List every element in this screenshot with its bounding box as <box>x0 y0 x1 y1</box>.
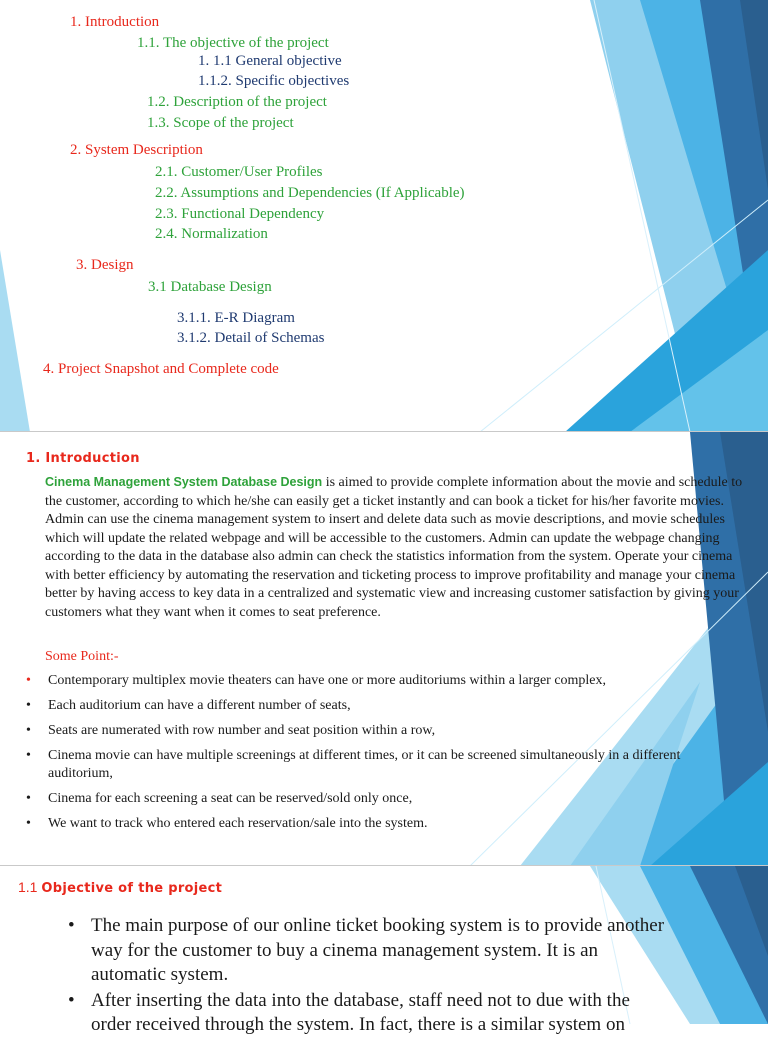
introduction-heading: 1. Introduction <box>26 451 140 466</box>
toc-item-normalization: 2.4. Normalization <box>155 226 268 242</box>
toc-item-specific-objectives: 1.1.2. Specific objectives <box>198 73 350 89</box>
toc-slide <box>0 0 768 432</box>
bullet-icon: • <box>68 989 75 1011</box>
introduction-lead: Cinema Management System Database Design <box>45 475 323 489</box>
toc-item-functional-dependency: 2.3. Functional Dependency <box>155 206 325 222</box>
toc-item-objective: 1.1. The objective of the project <box>137 35 329 51</box>
toc-item-er-diagram: 3.1.1. E-R Diagram <box>177 310 295 326</box>
objective-list <box>68 914 668 1038</box>
bullet-icon: • <box>26 748 31 763</box>
list-item: • Seats are numerated with row number and seat position within a row, <box>26 723 436 738</box>
bullet-icon: • <box>68 915 75 936</box>
objective-title: Objective of the project <box>41 881 223 896</box>
bullet-icon: • <box>26 723 31 738</box>
objective-heading <box>18 878 222 898</box>
toc-item-snapshot: 4. Project Snapshot and Complete code <box>43 361 279 377</box>
toc-item-description: 1.2. Description of the project <box>147 94 327 110</box>
toc-item-general-objective: 1. 1.1 General objective <box>198 53 342 69</box>
list-item: • After inserting the data into the database, staff need not to due with the order received through the system. In fact, there is a similar system on <box>68 989 630 1035</box>
list-item: • Contemporary multiplex movie theaters can have one or more auditoriums within a larger complex, <box>26 673 607 688</box>
toc-item-scope: 1.3. Scope of the project <box>147 115 294 131</box>
list-item: • The main purpose of our online ticket booking system is to provide another way for the customer to buy a cinema management system. It is an automatic system. <box>68 915 665 985</box>
list-item: • Each auditorium can have a different number of seats, <box>26 698 351 713</box>
objective-slide <box>0 866 768 1035</box>
list-item: • Cinema for each screening a seat can be reserved/sold only once, <box>26 791 413 806</box>
introduction-slide <box>0 432 768 866</box>
toc-item-user-profiles: 2.1. Customer/User Profiles <box>155 164 323 180</box>
points-list <box>20 672 720 833</box>
list-item: • Cinema movie can have multiple screenings at different times, or it can be screened simultaneously in a different auditorium, <box>26 748 681 781</box>
bullet-icon: • <box>26 673 31 688</box>
toc-item-design: 3. Design <box>76 257 134 273</box>
objective-number: 1.1 <box>18 879 38 895</box>
toc-item-system-description: 2. System Description <box>70 142 203 158</box>
toc-item-assumptions: 2.2. Assumptions and Dependencies (If Applicable) <box>155 185 465 201</box>
list-item: • We want to track who entered each reservation/sale into the system. <box>26 816 428 831</box>
toc-item-schemas: 3.1.2. Detail of Schemas <box>177 330 325 346</box>
introduction-body: is aimed to provide complete information about the movie and schedule to the customer, according to which he/she can easily get a ticket instantly and can book a ticket for his/her favorite movies. Admin can use the cinema management system to insert and delete data such as movie descriptions, and movie schedules which will update the related webpage and will be accessible to the customers. Admin can update the webpage changing according to the data in the database also admin can check the statistics information from the system. Operate your cinema with better efficiency by automating the reservation and ticketing process to improve profitability and manage your cinema better by having access to key data in a centralized and systematic view and increasing customer satisfaction by giving your customers what they want when it comes to seat preference. <box>45 475 743 620</box>
points-title: Some Point:- <box>45 649 119 664</box>
bullet-icon: • <box>26 698 31 713</box>
toc-item-database-design: 3.1 Database Design <box>148 279 272 295</box>
introduction-paragraph <box>45 473 745 622</box>
toc-item-introduction: 1. Introduction <box>70 14 160 30</box>
bullet-icon: • <box>26 791 31 806</box>
bullet-icon: • <box>26 816 31 831</box>
